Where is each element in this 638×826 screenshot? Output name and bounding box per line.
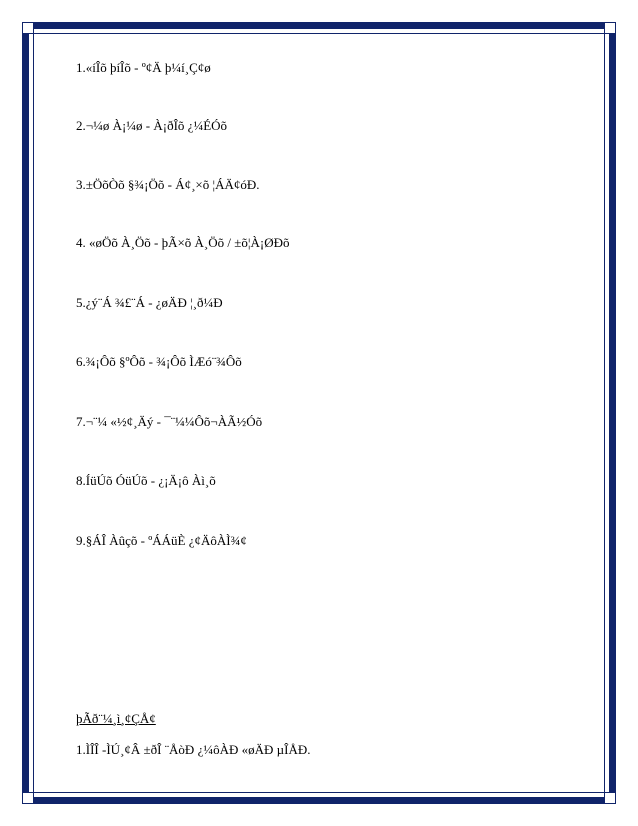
list-item: 1.«íÎõ þíÎõ - º¢Ä þ¼í¸Ç¢ø <box>76 60 211 75</box>
border-corner-ornament <box>22 22 34 34</box>
list-item: 2.¬¼ø À¡¼ø - À¡ðÎõ ¿¼ÉÓõ <box>76 118 228 133</box>
list-item: 8.ÍüÚõ ÓüÚõ - ¿¡Ä¡ô Àì¸õ <box>76 473 216 488</box>
page-border-inner <box>33 33 605 793</box>
list-item: 3.±ÖõÒõ §¾¡Öõ - Á¢¸×õ ¦ÁÄ¢óÐ. <box>76 177 260 192</box>
list-item: 1.ÌÎÎ -ÌÚ¸¢Â ±ðÎ ¨ÅòÐ ¿¼ôÀÐ «øÄÐ µÎÅÐ. <box>76 742 311 757</box>
border-corner-ornament <box>604 22 616 34</box>
border-corner-ornament <box>604 792 616 804</box>
list-item: 5.¿ý¨Á ¾£¨Á - ¿øÄÐ ¦¸ð¼Ð <box>76 295 223 310</box>
border-corner-ornament <box>22 792 34 804</box>
list-item: 7.¬¨¼ «½¢¸Äý - ¯¨¼¼Ôõ¬ÀÃ½Óõ <box>76 414 263 429</box>
section-heading: þÃð¨¼¸ì¸¢ÇÅ¢ <box>76 711 156 726</box>
list-item: 9.§ÁÎ Àûçõ - ºÁÁüÈ ¿¢ÄôÀÌ¾¢ <box>76 533 247 548</box>
list-item: 4. «øÖõ À¸Öõ - þÃ×õ À¸Öõ / ±õ¦À¡ØÐõ <box>76 235 290 250</box>
list-item: 6.¾¡Ôõ §ºÔõ - ¾¡Ôõ ÌÆó¨¾Ôõ <box>76 354 242 369</box>
